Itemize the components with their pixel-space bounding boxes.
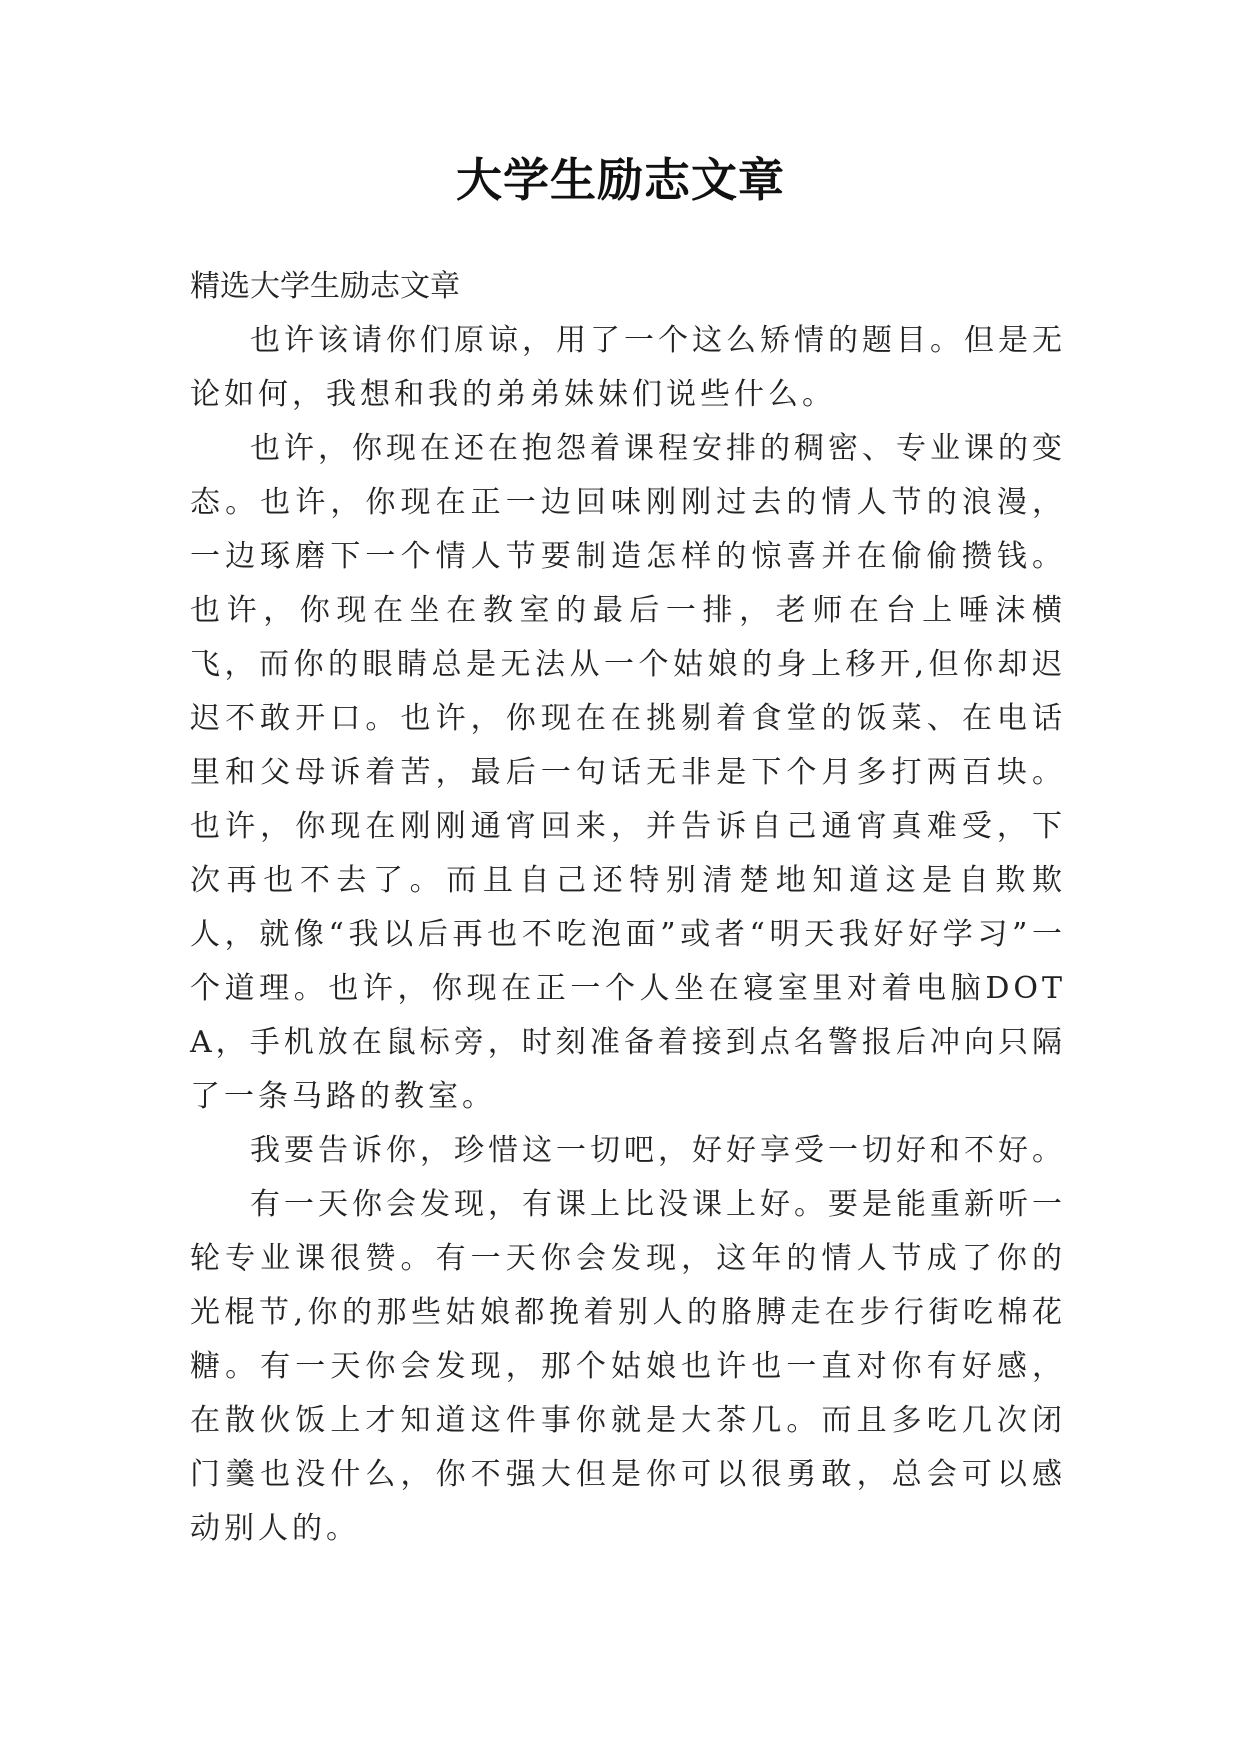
paragraph: 有一天你会发现，有课上比没课上好。要是能重新听一轮专业课很赞。有一天你会发现，这年的情人节成了你的光棍节,你的那些姑娘都挽着别人的胳膊走在步行街吃棉花糖。有一天你会发现，那个姑娘也许也一直对你有好感，在散伙饭上才知道这件事你就是大茶几。而且多吃几次闭门羹也没什么，你不强大但是你可以很勇敢，总会可以感动别人的。 [190, 1187, 1066, 1546]
document-title: 大学生励志文章 [456, 153, 785, 207]
paragraph: 也许该请你们原谅，用了一个这么矫情的题目。但是无论如何，我想和我的弟弟妹妹们说些什么。 [190, 323, 1066, 412]
paragraph: 我要告诉你，珍惜这一切吧，好好享受一切好和不好。 [250, 1133, 1066, 1168]
document-subtitle: 精选大学生励志文章 [190, 269, 460, 304]
document-body [190, 260, 1066, 1556]
paragraph: 也许，你现在还在抱怨着课程安排的稠密、专业课的变态。也许，你现在正一边回味刚刚过去的情人节的浪漫，一边琢磨下一个情人节要制造怎样的惊喜并在偷偷攒钱。也许，你现在坐在教室的最后一排，老师在台上唾沫横飞，而你的眼睛总是无法从一个姑娘的身上移开,但你却迟迟不敢开口。也许，你现在在挑剔着食堂的饭菜、在电话里和父母诉着苦，最后一句话无非是下个月多打两百块。也许，你现在刚刚通宵回来，并告诉自己通宵真难受，下次再也不去了。而且自己还特别清楚地知道这是自欺欺人，就像“我以后再也不吃泡面”或者“明天我好好学习”一个道理。也许，你现在正一个人坐在寝室里对着电脑DOTA，手机放在鼠标旁，时刻准备着接到点名警报后冲向只隔了一条马路的教室。 [190, 431, 1066, 1114]
